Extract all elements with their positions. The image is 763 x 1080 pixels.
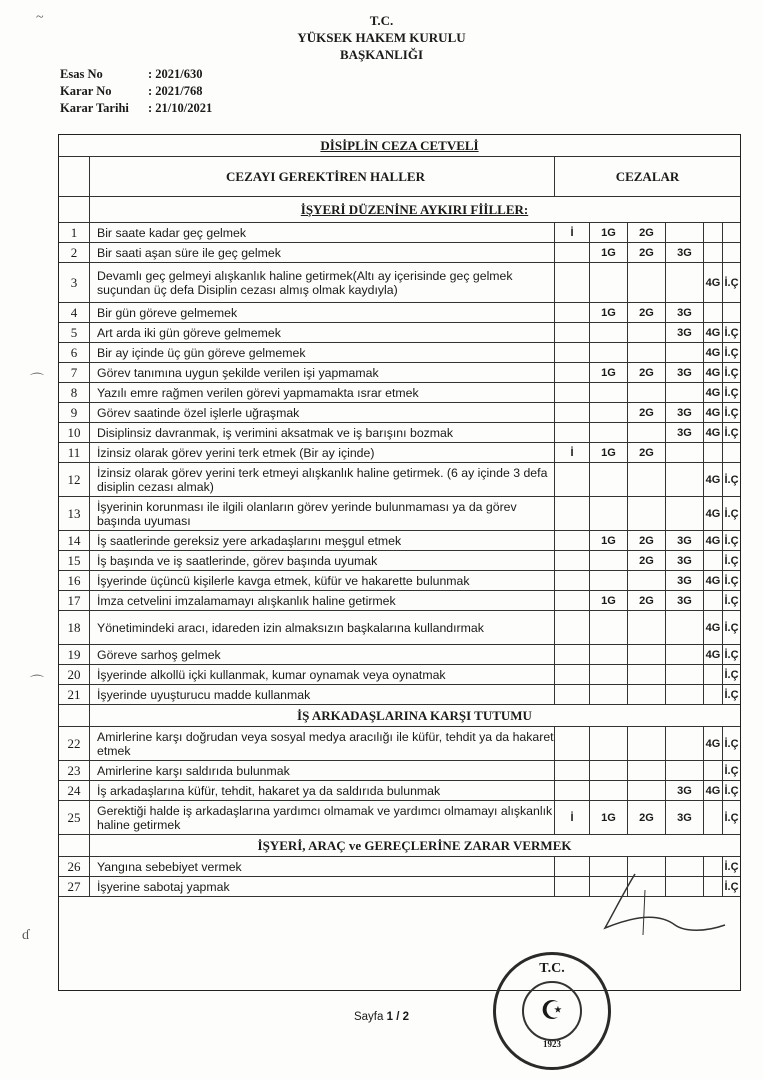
section-row	[59, 835, 740, 857]
penalty-cell	[627, 645, 665, 664]
penalty-cell	[665, 685, 703, 704]
penalty-cell	[554, 857, 589, 876]
penalty-cell: 1G	[589, 223, 627, 242]
row-description: Görev tanımına uygun şekilde verilen işi yapmamak	[89, 363, 554, 382]
penalty-cell	[589, 423, 627, 442]
table-row	[59, 383, 740, 403]
penalty-cell: 3G	[665, 403, 703, 422]
penalty-cell	[589, 463, 627, 496]
crescent-star-icon: ☪	[522, 981, 582, 1041]
penalty-cell: 3G	[665, 571, 703, 590]
table-title-row	[59, 135, 740, 157]
penalty-cell	[589, 551, 627, 570]
seal-text: T.C.	[539, 961, 565, 976]
row-description: İşyerine sabotaj yapmak	[89, 877, 554, 896]
penalty-cell	[589, 263, 627, 302]
meta-value: : 2021/630	[148, 67, 203, 81]
penalty-cell	[554, 781, 589, 800]
penalty-cell	[627, 497, 665, 530]
penalty-cell: İ.Ç	[722, 877, 740, 896]
penalty-cell	[703, 551, 722, 570]
penalty-cell: İ.Ç	[722, 781, 740, 800]
signature	[585, 870, 735, 940]
row-description: İşyerinde üçüncü kişilerle kavga etmek, küfür ve hakarette bulunmak	[89, 571, 554, 590]
penalty-cell: İ.Ç	[722, 497, 740, 530]
meta-label: Karar Tarihi	[60, 101, 129, 115]
penalty-cell: İ.Ç	[722, 383, 740, 402]
penalty-cell: İ.Ç	[722, 323, 740, 342]
table-row	[59, 463, 740, 497]
penalty-cell: 3G	[665, 243, 703, 262]
penalty-cell	[554, 303, 589, 322]
penalty-cell: İ.Ç	[722, 343, 740, 362]
row-description: Bir ay içinde üç gün göreve gelmemek	[89, 343, 554, 362]
penalty-cell	[665, 665, 703, 684]
penalty-cell: 3G	[665, 323, 703, 342]
penalty-cell: 4G	[703, 423, 722, 442]
penalty-table	[58, 134, 741, 991]
row-number: 1	[70, 224, 78, 240]
penalty-cell: 4G	[703, 531, 722, 550]
penalty-cell	[665, 727, 703, 760]
penalty-cell: 4G	[703, 497, 722, 530]
section-title: İŞYERİ DÜZENİNE AYKIRI FİİLLER:	[300, 201, 529, 217]
penalty-cell	[554, 591, 589, 610]
penalty-cell: 2G	[627, 403, 665, 422]
column-header-left: CEZAYI GEREKTİREN HALLER	[89, 157, 554, 196]
row-number: 13	[67, 505, 81, 521]
penalty-cell: 4G	[703, 463, 722, 496]
penalty-cell	[554, 463, 589, 496]
penalty-cell	[589, 727, 627, 760]
row-description: Art arda iki gün göreve gelmemek	[89, 323, 554, 342]
table-row	[59, 611, 740, 645]
row-number: 18	[67, 619, 81, 635]
penalty-cell	[627, 463, 665, 496]
penalty-cell	[589, 645, 627, 664]
penalty-cell	[589, 343, 627, 362]
row-number: 4	[70, 304, 78, 320]
penalty-cell	[665, 611, 703, 644]
penalty-cell: 3G	[665, 303, 703, 322]
penalty-cell	[665, 761, 703, 780]
penalty-cell	[589, 685, 627, 704]
case-meta	[60, 66, 212, 117]
penalty-cell: 4G	[703, 363, 722, 382]
row-number: 17	[67, 592, 81, 608]
table-row	[59, 531, 740, 551]
penalty-cell	[554, 665, 589, 684]
penalty-cell	[722, 223, 740, 242]
penalty-cell: 1G	[589, 303, 627, 322]
penalty-cell: 4G	[703, 263, 722, 302]
penalty-cell	[703, 685, 722, 704]
row-description: Bir saati aşan süre ile geç gelmek	[89, 243, 554, 262]
table-title: DİSİPLİN CEZA CETVELİ	[320, 137, 479, 153]
document-header	[0, 12, 763, 63]
penalty-cell	[627, 383, 665, 402]
penalty-cell	[589, 323, 627, 342]
table-row	[59, 727, 740, 761]
penalty-cell	[627, 343, 665, 362]
penalty-cell: 4G	[703, 781, 722, 800]
penalty-cell: 2G	[627, 551, 665, 570]
row-description: İşyerinin korunması ile ilgili olanların görev yerinde bulunmaması ya da görev başında uyuması	[89, 497, 554, 530]
penalty-cell: İ.Ç	[722, 761, 740, 780]
row-description: İzinsiz olarak görev yerini terk etmeyi alışkanlık haline getirmek. (6 ay içinde 3 defa disiplin cezası almak)	[89, 463, 554, 496]
scan-mark: ~	[36, 10, 44, 25]
penalty-cell	[589, 571, 627, 590]
penalty-cell	[665, 223, 703, 242]
column-spacer	[89, 157, 90, 196]
table-row	[59, 263, 740, 303]
penalty-cell: İ.Ç	[722, 611, 740, 644]
page-total: 2	[402, 1011, 410, 1023]
penalty-cell	[554, 611, 589, 644]
penalty-cell: İ.Ç	[722, 551, 740, 570]
penalty-cell	[554, 263, 589, 302]
penalty-cell: İ	[554, 443, 589, 462]
penalty-cell: 2G	[627, 531, 665, 550]
table-row	[59, 323, 740, 343]
row-number: 7	[70, 364, 78, 380]
row-number: 15	[67, 552, 81, 568]
table-row	[59, 645, 740, 665]
penalty-cell: 4G	[703, 611, 722, 644]
penalty-cell	[589, 781, 627, 800]
penalty-cell: 2G	[627, 591, 665, 610]
penalty-cell: 2G	[627, 801, 665, 834]
scan-mark: ⌒	[30, 676, 44, 691]
penalty-cell	[665, 383, 703, 402]
penalty-cell: İ.Ç	[722, 363, 740, 382]
meta-label: Esas No	[60, 67, 103, 81]
penalty-cell	[554, 531, 589, 550]
penalty-cell: 1G	[589, 531, 627, 550]
penalty-cell: İ.Ç	[722, 571, 740, 590]
row-description: Yangına sebebiyet vermek	[89, 857, 554, 876]
page-sep: /	[396, 1011, 400, 1023]
penalty-cell	[665, 443, 703, 462]
row-number: 20	[67, 666, 81, 682]
penalty-cell: İ.Ç	[722, 423, 740, 442]
penalty-cell	[627, 423, 665, 442]
row-number: 10	[67, 424, 81, 440]
row-number: 3	[70, 274, 78, 290]
penalty-cell	[627, 761, 665, 780]
table-row	[59, 685, 740, 705]
row-description: İş arkadaşlarına küfür, tehdit, hakaret ya da saldırıda bulunmak	[89, 781, 554, 800]
page-label: Sayfa	[353, 1011, 384, 1023]
penalty-cell: 1G	[589, 443, 627, 462]
penalty-cell: İ.Ç	[722, 645, 740, 664]
row-description: Amirlerine karşı doğrudan veya sosyal medya aracılığı ile küfür, tehdit ya da hakaret etmek	[89, 727, 554, 760]
penalty-cell	[627, 571, 665, 590]
penalty-cell: 2G	[627, 443, 665, 462]
penalty-cell: 3G	[665, 551, 703, 570]
meta-label: Karar No	[60, 84, 112, 98]
row-description: Disiplinsiz davranmak, iş verimini aksatmak ve iş barışını bozmak	[89, 423, 554, 442]
row-description: İmza cetvelini imzalamamayı alışkanlık haline getirmek	[89, 591, 554, 610]
scan-mark: ⌒	[30, 374, 44, 389]
row-description: İş başında ve iş saatlerinde, görev başında uyumak	[89, 551, 554, 570]
penalty-cell: İ.Ç	[722, 801, 740, 834]
penalty-cell: 1G	[589, 243, 627, 262]
penalty-cell	[627, 685, 665, 704]
row-description: Bir saate kadar geç gelmek	[89, 223, 554, 242]
row-number: 2	[70, 244, 78, 260]
row-number: 21	[67, 686, 81, 702]
penalty-cell	[554, 877, 589, 896]
penalty-cell: 4G	[703, 343, 722, 362]
penalty-cell: 4G	[703, 645, 722, 664]
row-number: 14	[67, 532, 81, 548]
penalty-cell	[554, 497, 589, 530]
penalty-cell	[589, 383, 627, 402]
row-description: Göreve sarhoş gelmek	[89, 645, 554, 664]
penalty-cell: 3G	[665, 801, 703, 834]
table-row	[59, 423, 740, 443]
table-row	[59, 343, 740, 363]
row-number: 16	[67, 572, 81, 588]
penalty-cell	[554, 343, 589, 362]
table-row	[59, 551, 740, 571]
penalty-cell	[554, 363, 589, 382]
section-row	[59, 197, 740, 223]
row-number: 11	[67, 444, 81, 460]
table-row	[59, 571, 740, 591]
row-number: 24	[67, 782, 81, 798]
row-number: 23	[67, 762, 81, 778]
row-description: İş saatlerinde gereksiz yere arkadaşlarını meşgul etmek	[89, 531, 554, 550]
header-line-3: BAŞKANLIĞI	[339, 47, 424, 62]
section-spacer	[89, 835, 90, 856]
penalty-cell	[703, 303, 722, 322]
table-row	[59, 223, 740, 243]
row-description: İşyerinde uyuşturucu madde kullanmak	[89, 685, 554, 704]
penalty-cell: İ	[554, 223, 589, 242]
penalty-cell: İ.Ç	[722, 591, 740, 610]
penalty-cell: 4G	[703, 727, 722, 760]
row-number: 27	[67, 878, 81, 894]
penalty-cell: İ.Ç	[722, 857, 740, 876]
penalty-cell: 2G	[627, 303, 665, 322]
table-row	[59, 363, 740, 383]
section-spacer	[89, 197, 90, 222]
penalty-cell	[627, 727, 665, 760]
table-row	[59, 243, 740, 263]
penalty-cell: 3G	[665, 363, 703, 382]
penalty-cell	[554, 323, 589, 342]
row-number: 6	[70, 344, 78, 360]
row-description: Görev saatinde özel işlerle uğraşmak	[89, 403, 554, 422]
penalty-cell	[554, 243, 589, 262]
row-number: 26	[67, 858, 81, 874]
penalty-cell	[703, 243, 722, 262]
penalty-cell	[554, 685, 589, 704]
row-description: Devamlı geç gelmeyi alışkanlık haline getirmek(Altı ay içerisinde geç gelmek suçundan üç defa Disiplin cezası almış olmak kaydıyla)	[89, 263, 554, 302]
penalty-cell: İ.Ç	[722, 665, 740, 684]
page-current: 1	[386, 1011, 393, 1023]
seal-year: 1923	[543, 1039, 561, 1049]
penalty-cell: 4G	[703, 323, 722, 342]
penalty-cell	[665, 343, 703, 362]
row-description: Gerektiği halde iş arkadaşlarına yardımcı olmamak ve yardımcı olmamayı alışkanlık haline getirmek	[89, 801, 554, 834]
table-row	[59, 801, 740, 835]
row-number: 12	[67, 471, 81, 487]
header-line-2: YÜKSEK HAKEM KURULU	[297, 30, 466, 45]
penalty-cell	[627, 665, 665, 684]
penalty-cell	[554, 761, 589, 780]
column-header-right: CEZALAR	[554, 157, 740, 196]
penalty-cell	[627, 263, 665, 302]
penalty-cell	[589, 497, 627, 530]
table-row	[59, 591, 740, 611]
penalty-cell	[703, 761, 722, 780]
penalty-cell	[554, 403, 589, 422]
penalty-cell	[589, 665, 627, 684]
table-row	[59, 665, 740, 685]
row-description: Yönetimindeki aracı, idareden izin almaksızın başkalarına kullandırmak	[89, 611, 554, 644]
penalty-cell: 4G	[703, 571, 722, 590]
row-description: Amirlerine karşı saldırıda bulunmak	[89, 761, 554, 780]
row-number: 25	[67, 809, 81, 825]
scan-mark: ɗ	[22, 928, 29, 943]
penalty-cell: 1G	[589, 801, 627, 834]
penalty-cell	[703, 223, 722, 242]
meta-value: : 2021/768	[148, 84, 203, 98]
penalty-cell: İ.Ç	[722, 463, 740, 496]
table-row	[59, 443, 740, 463]
penalty-cell	[627, 611, 665, 644]
table-row	[59, 761, 740, 781]
penalty-cell	[703, 443, 722, 462]
penalty-cell	[703, 801, 722, 834]
penalty-cell	[703, 665, 722, 684]
penalty-cell: İ.Ç	[722, 727, 740, 760]
penalty-cell: 3G	[665, 781, 703, 800]
table-row	[59, 303, 740, 323]
penalty-cell	[589, 403, 627, 422]
table-row	[59, 781, 740, 801]
row-description: Bir gün göreve gelmemek	[89, 303, 554, 322]
row-number: 9	[70, 404, 78, 420]
penalty-cell	[665, 645, 703, 664]
penalty-cell: 1G	[589, 591, 627, 610]
penalty-cell	[703, 591, 722, 610]
row-number: 8	[70, 384, 78, 400]
section-title: İŞYERİ, ARAÇ ve GEREÇLERİNE ZARAR VERMEK	[257, 837, 572, 853]
penalty-cell: 3G	[665, 531, 703, 550]
penalty-cell: 3G	[665, 591, 703, 610]
row-number: 19	[67, 646, 81, 662]
penalty-cell	[665, 463, 703, 496]
penalty-cell: İ	[554, 801, 589, 834]
penalty-cell	[627, 781, 665, 800]
penalty-cell	[665, 263, 703, 302]
penalty-cell: İ.Ç	[722, 263, 740, 302]
penalty-cell: İ.Ç	[722, 531, 740, 550]
penalty-cell: 3G	[665, 423, 703, 442]
penalty-cell	[665, 497, 703, 530]
row-number: 22	[67, 735, 81, 751]
penalty-cell	[554, 571, 589, 590]
row-description: İzinsiz olarak görev yerini terk etmek (Bir ay içinde)	[89, 443, 554, 462]
table-row	[59, 403, 740, 423]
penalty-cell: İ.Ç	[722, 685, 740, 704]
penalty-cell	[722, 443, 740, 462]
section-spacer	[89, 705, 90, 726]
penalty-cell	[589, 611, 627, 644]
penalty-cell	[554, 423, 589, 442]
header-line-1: T.C.	[369, 13, 394, 28]
penalty-cell: 2G	[627, 363, 665, 382]
table-row	[59, 497, 740, 531]
penalty-cell: 1G	[589, 363, 627, 382]
table-header-row	[59, 157, 740, 197]
penalty-cell: 2G	[627, 223, 665, 242]
penalty-cell: 4G	[703, 383, 722, 402]
row-description: İşyerinde alkollü içki kullanmak, kumar oynamak veya oynatmak	[89, 665, 554, 684]
section-title: İŞ ARKADAŞLARINA KARŞI TUTUMU	[297, 707, 532, 723]
penalty-cell	[554, 551, 589, 570]
section-row	[59, 705, 740, 727]
penalty-cell	[722, 243, 740, 262]
meta-value: : 21/10/2021	[148, 101, 213, 115]
penalty-cell	[554, 727, 589, 760]
penalty-cell: 2G	[627, 243, 665, 262]
penalty-cell	[589, 761, 627, 780]
row-number: 5	[70, 324, 78, 340]
penalty-cell	[722, 303, 740, 322]
row-description: Yazılı emre rağmen verilen görevi yapmamakta ısrar etmek	[89, 383, 554, 402]
page-footer	[0, 1011, 763, 1023]
penalty-cell	[627, 323, 665, 342]
penalty-cell: 4G	[703, 403, 722, 422]
penalty-cell	[554, 645, 589, 664]
penalty-cell	[554, 383, 589, 402]
penalty-cell: İ.Ç	[722, 403, 740, 422]
